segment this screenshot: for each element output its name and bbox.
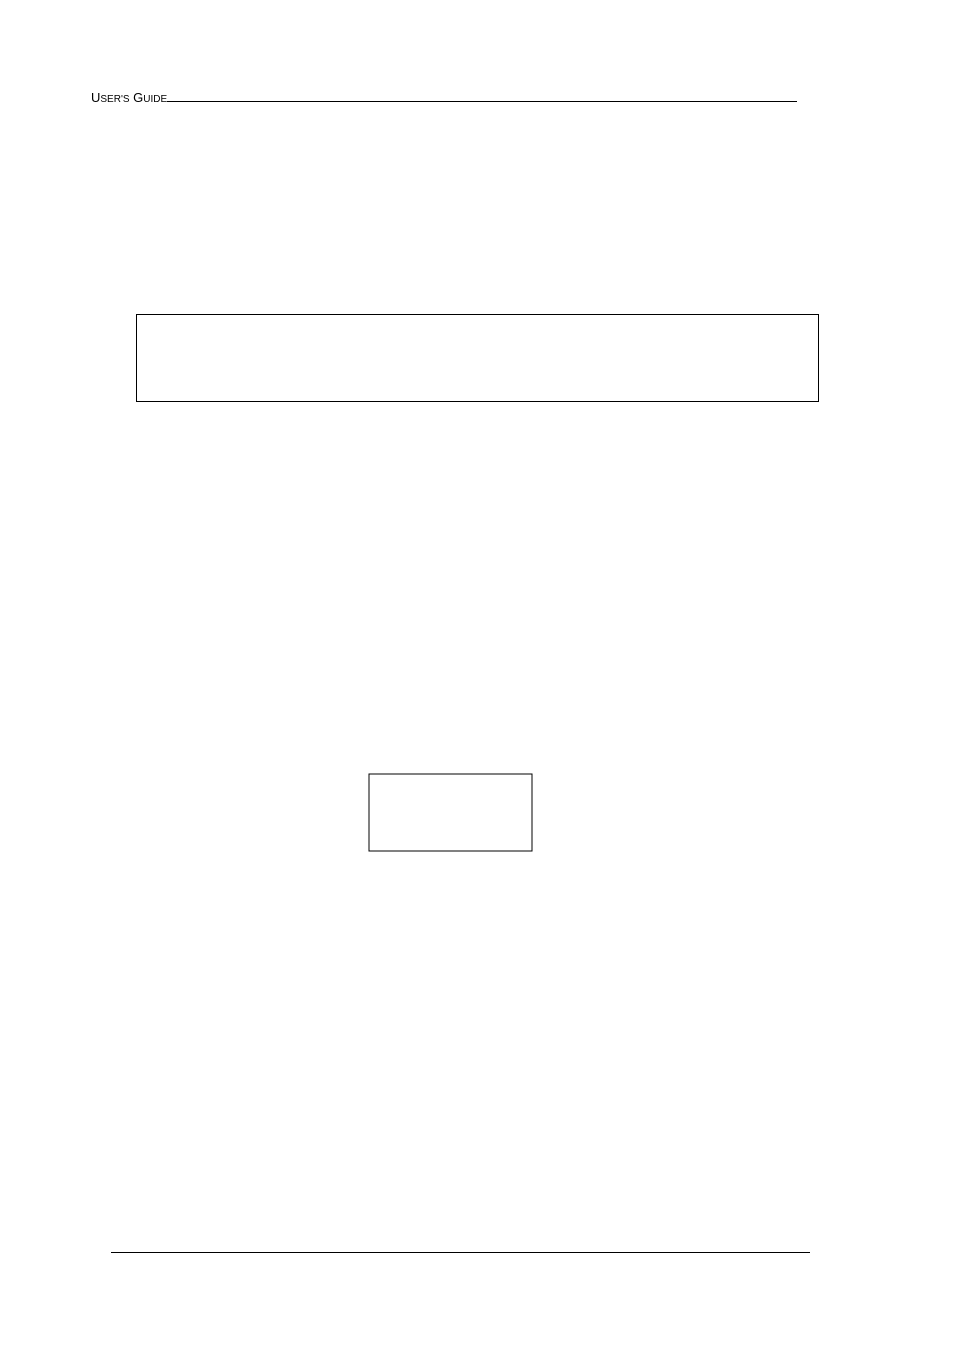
switch-housing — [369, 774, 532, 851]
dip-switch-figure — [326, 770, 556, 891]
figure-caption — [273, 888, 386, 908]
running-header — [91, 90, 817, 105]
dip-switch-diagram — [326, 770, 556, 886]
page-footer — [91, 1240, 818, 1253]
note-box — [136, 314, 819, 402]
header-title: USER'S GUIDE — [91, 90, 168, 105]
